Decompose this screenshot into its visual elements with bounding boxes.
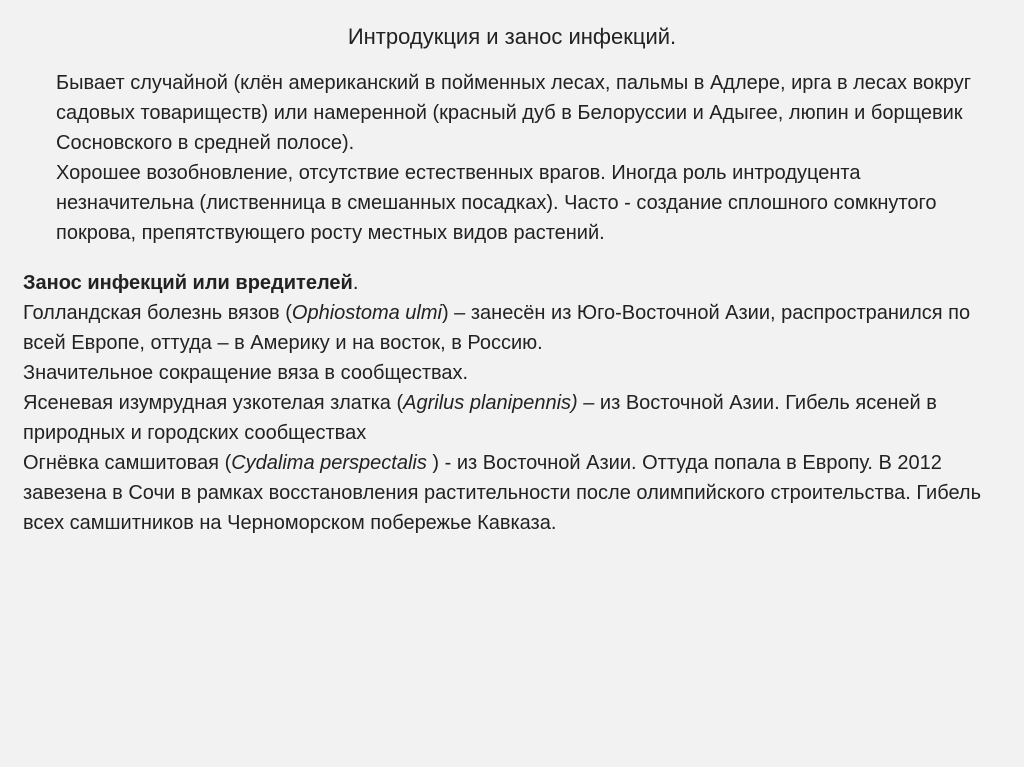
intro-paragraph-1: Бывает случайной (клён американский в пойменных лесах, пальмы в Адлере, ирга в лесах вокруг садовых товариществ) или намеренной (красный дуб в Белоруссии и Адыгее, люпин и борщевик Сосновского в средней полосе).	[56, 72, 972, 154]
pests-heading-line	[23, 268, 1003, 298]
box-paragraph	[23, 448, 1003, 538]
pests-block	[23, 268, 1003, 538]
pests-heading-period: .	[352, 272, 359, 294]
elm-latin-name: Ophiostoma ulmi	[291, 302, 442, 324]
box-text-after: ) - из Восточной Азии. Оттуда попала в Европу. В 2012 завезена в Сочи в рамках восстановления растительности после олимпийского строительства. Гибель всех самшитников на Черноморском побережье Кавказа.	[23, 452, 982, 534]
pests-heading: Занос инфекций или вредителей	[23, 272, 353, 294]
ash-text-before: Ясеневая изумрудная узкотелая златка (	[23, 392, 404, 414]
ash-paragraph	[23, 388, 1003, 448]
ash-text-after: – из Восточной Азии. Гибель ясеней в природных и городских сообществах	[23, 392, 937, 444]
intro-block	[56, 68, 986, 248]
elm-text-after: ) – занесён из Юго-Восточной Азии, распространился по всей Европе, оттуда – в Америку и на восток, в Россию.	[23, 302, 971, 354]
box-text-before: Огнёвка самшитовая (	[23, 452, 232, 474]
box-latin-name: Cydalima perspectalis	[231, 452, 427, 474]
elm-text-before: Голландская болезнь вязов (	[23, 302, 292, 324]
elm-paragraph	[23, 298, 1003, 358]
ash-latin-name: Agrilus planipennis)	[403, 392, 578, 414]
intro-paragraph-2: Хорошее возобновление, отсутствие естественных врагов. Иногда роль интродуцента незначительна (лиственница в смешанных посадках). Часто - создание сплошного сомкнутого покрова, препятствующего росту местных видов растений.	[56, 162, 937, 244]
slide-title: Интродукция и занос инфекций.	[347, 24, 677, 49]
elm-decline-line: Значительное сокращение вяза в сообществах.	[23, 362, 469, 384]
